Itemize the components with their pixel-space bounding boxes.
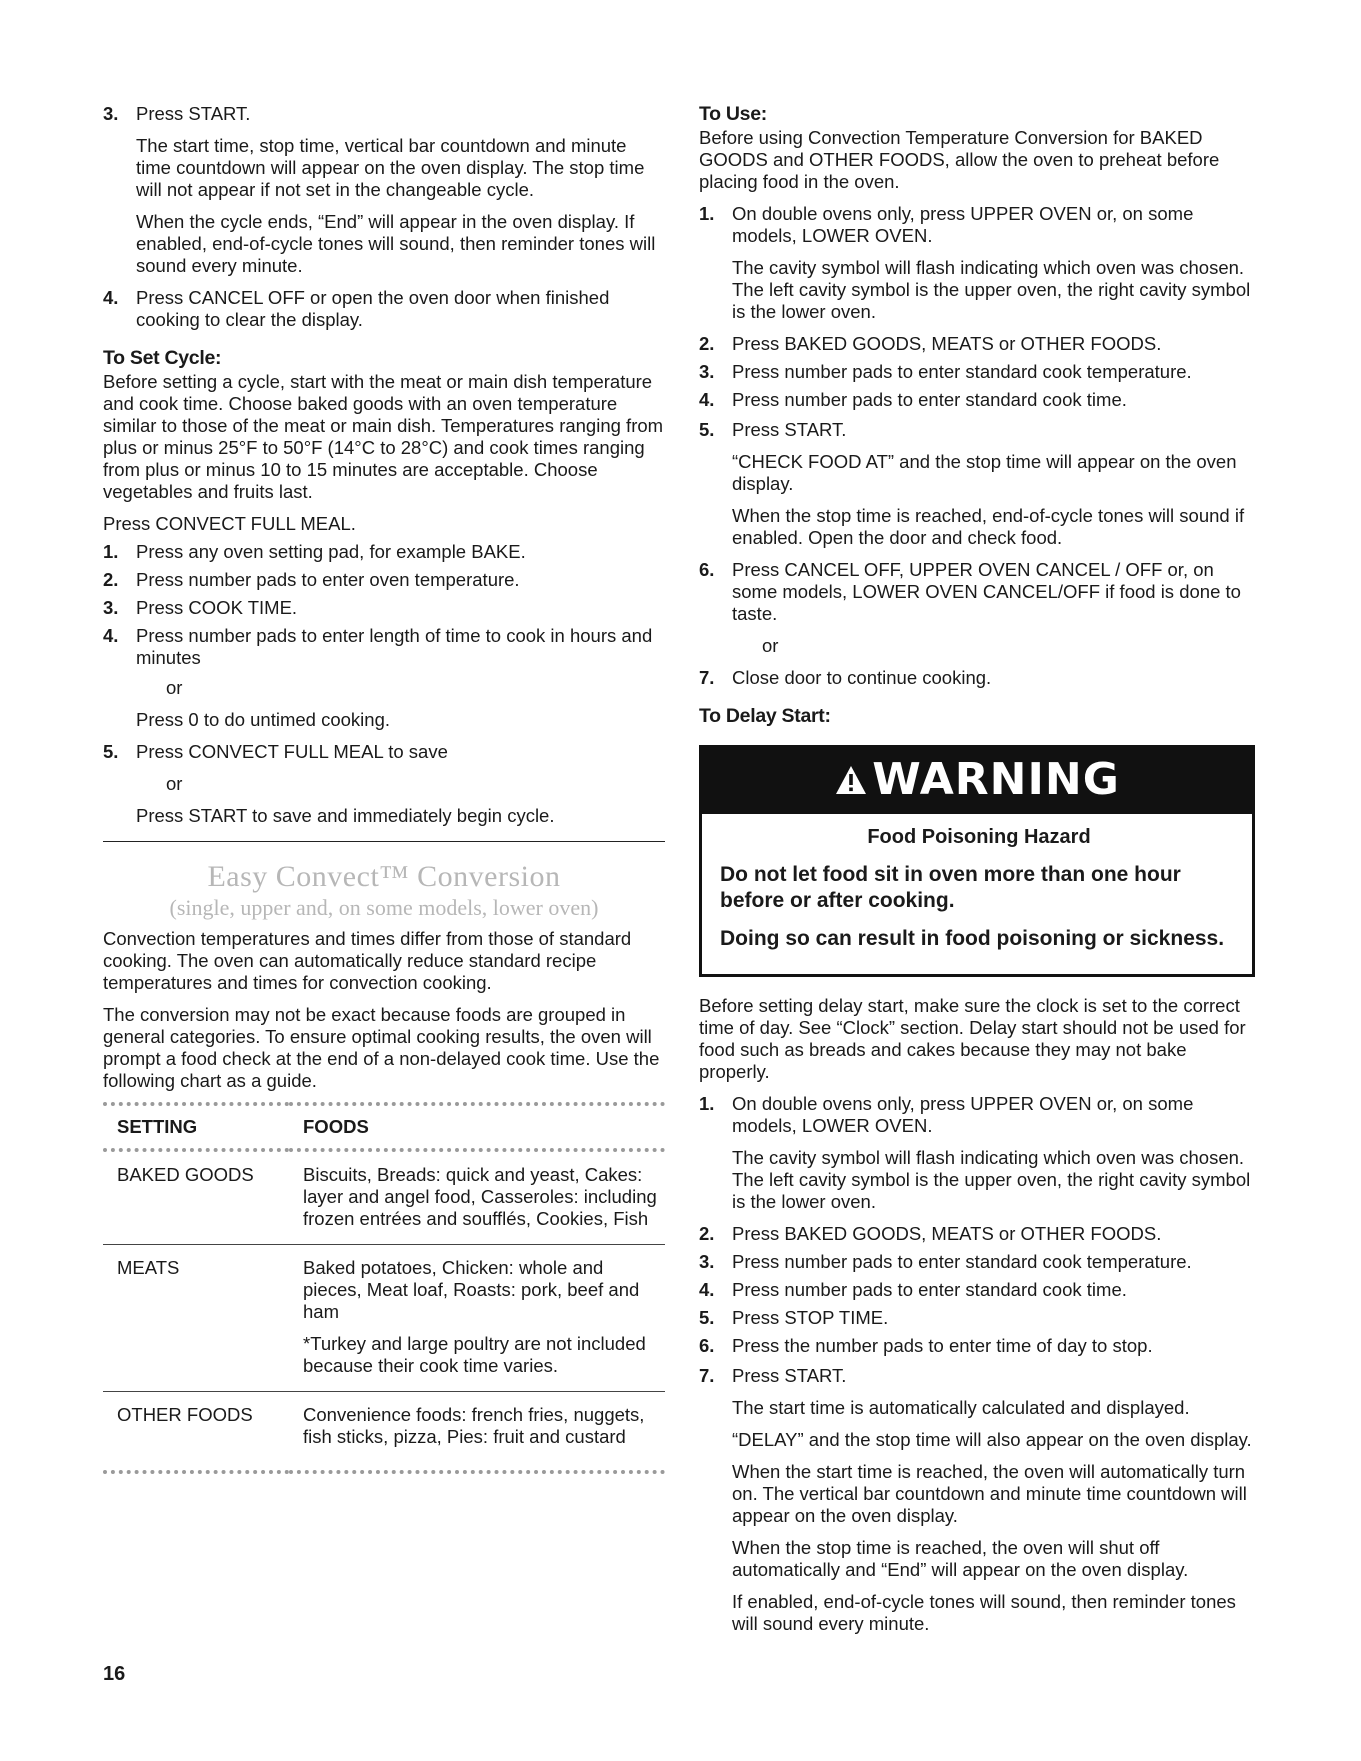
setting-cell: BAKED GOODS: [103, 1150, 289, 1245]
easy-convect-p1: Convection temperatures and times differ from those of standard cooking. The oven can automatically reduce standard recipe temperatures and times for convection cooking.: [103, 928, 632, 993]
step-number: 3.: [699, 361, 715, 382]
step-detail: When the cycle ends, “End” will appear in the oven display. If enabled, end-of-cycle tones will sound, then reminder tones will sound every minute.: [136, 211, 656, 276]
step-text: Press CANCEL OFF, UPPER OVEN CANCEL / OFF or, on some models, LOWER OVEN CANCEL/OFF if food is done to taste.: [732, 559, 1241, 624]
or-text: or: [762, 635, 779, 656]
conversion-table: [103, 1102, 665, 1474]
to-use-heading: To Use:: [699, 103, 767, 125]
list-item: [699, 667, 1255, 689]
step-detail: The start time is automatically calculated and displayed.: [732, 1397, 1190, 1418]
step-text: Press START.: [732, 1365, 847, 1386]
warning-line-1: Do not let food sit in oven more than one hour before or after cooking.: [720, 863, 1181, 912]
page-number: 16: [103, 1663, 126, 1685]
step-detail: “CHECK FOOD AT” and the stop time will appear on the oven display.: [732, 451, 1237, 494]
warning-line-2: Doing so can result in food poisoning or sickness.: [720, 927, 1225, 950]
list-item: [699, 1251, 1255, 1273]
list-item: [103, 569, 665, 591]
easy-convect-subtitle: (single, upper and, on some models, lower oven): [169, 895, 599, 920]
step-text: Press number pads to enter oven temperature.: [136, 569, 520, 590]
step-number: 3.: [103, 597, 119, 618]
step-detail: If enabled, end-of-cycle tones will sound, then reminder tones will sound every minute.: [732, 1591, 1236, 1634]
step-text: Press BAKED GOODS, MEATS or OTHER FOODS.: [732, 333, 1162, 354]
foods-cell: Convenience foods: french fries, nuggets, fish sticks, pizza, Pies: fruit and custard: [289, 1392, 665, 1473]
list-item: [103, 597, 665, 619]
list-item: [699, 203, 1255, 323]
or-text: or: [166, 677, 183, 698]
step-number: 2.: [699, 333, 715, 354]
list-item: [699, 559, 1255, 625]
delay-intro: Before setting delay start, make sure the clock is set to the correct time of day. See “Clock” section. Delay start should not be used for food such as breads and cakes because they may not bake properly.: [699, 995, 1246, 1082]
table-row: [103, 1150, 665, 1245]
step-number: 5.: [699, 1307, 715, 1328]
step-detail: When the stop time is reached, the oven will shut off automatically and “End” will appear on the oven display.: [732, 1537, 1189, 1580]
step-text: Press any oven setting pad, for example BAKE.: [136, 541, 526, 562]
list-item: [699, 1093, 1255, 1213]
step-text: Close door to continue cooking.: [732, 667, 992, 688]
set-cycle-intro: Before setting a cycle, start with the meat or main dish temperature and cook time. Choose baked goods with an oven temperature similar to those of the meat or main dish. Temperatures ranging from plus or minus 25°F to 50°F (14°C to 28°C) and cook times ranging from plus or minus 10 to 15 minutes are acceptable. Choose vegetables and fruits last.: [103, 371, 664, 502]
step-text: Press number pads to enter standard cook temperature.: [732, 361, 1192, 382]
set-cycle-heading: To Set Cycle:: [103, 347, 222, 369]
warning-header: [702, 748, 1252, 814]
list-item: [699, 1365, 1255, 1635]
foods-note: *Turkey and large poultry are not included because their cook time varies.: [303, 1333, 646, 1376]
step-text: Press number pads to enter standard cook temperature.: [732, 1251, 1192, 1272]
table-row: [103, 1245, 665, 1392]
list-item: [699, 419, 1255, 549]
list-item: [699, 1279, 1255, 1301]
step-number: 3.: [103, 103, 119, 124]
foods-text: Baked potatoes, Chicken: whole and pieces, Meat loaf, Roasts: pork, beef and ham: [303, 1257, 640, 1322]
step-text: Press the number pads to enter time of day to stop.: [732, 1335, 1153, 1356]
step-label: Press START.: [136, 103, 251, 124]
list-item: [103, 741, 665, 763]
start-save-text: Press START to save and immediately begin cycle.: [136, 805, 555, 826]
set-cycle-press: Press CONVECT FULL MEAL.: [103, 513, 356, 534]
step-text: Press number pads to enter length of time to cook in hours and minutes: [136, 625, 653, 668]
step-detail: The cavity symbol will flash indicating which oven was chosen. The left cavity symbol is the upper oven, the right cavity symbol is the lower oven.: [732, 1147, 1251, 1212]
to-use-intro: Before using Convection Temperature Conversion for BAKED GOODS and OTHER FOODS, allow the oven to preheat before placing food in the oven.: [699, 127, 1220, 192]
step-number: 6.: [699, 1335, 715, 1356]
list-item: [699, 333, 1255, 355]
warning-title: WARNING: [872, 754, 1120, 805]
list-item: [103, 625, 665, 669]
untimed-text: Press 0 to do untimed cooking.: [136, 709, 391, 730]
table-row: [103, 1392, 665, 1473]
step-number: 5.: [103, 741, 119, 762]
step-label: Press CANCEL OFF or open the oven door when finished cooking to clear the display.: [136, 287, 610, 330]
step-number: 4.: [103, 625, 119, 646]
step-number: 7.: [699, 1365, 715, 1386]
step-number: 4.: [103, 287, 119, 308]
step-text: Press CONVECT FULL MEAL to save: [136, 741, 448, 762]
step-detail: When the stop time is reached, end-of-cycle tones will sound if enabled. Open the door and check food.: [732, 505, 1245, 548]
step-number: 3.: [699, 1251, 715, 1272]
section-divider: [103, 841, 665, 842]
list-item: [699, 1223, 1255, 1245]
step-text: Press number pads to enter standard cook time.: [732, 1279, 1127, 1300]
step-text: On double ovens only, press UPPER OVEN or, on some models, LOWER OVEN.: [732, 1093, 1194, 1136]
step-4-cancel: [103, 287, 665, 331]
list-item: [103, 541, 665, 563]
table-header-row: [103, 1104, 665, 1150]
step-number: 7.: [699, 667, 715, 688]
list-item: [699, 389, 1255, 411]
foods-cell: [289, 1245, 665, 1392]
step-detail: The cavity symbol will flash indicating which oven was chosen. The left cavity symbol is the upper oven, the right cavity symbol is the lower oven.: [732, 257, 1251, 322]
step-text: Press number pads to enter standard cook time.: [732, 389, 1127, 410]
warning-hazard: Food Poisoning Hazard: [867, 826, 1091, 848]
left-column: [103, 103, 665, 1474]
setting-cell: OTHER FOODS: [103, 1392, 289, 1473]
step-text: Press COOK TIME.: [136, 597, 298, 618]
step-number: 5.: [699, 419, 715, 440]
foods-cell: Biscuits, Breads: quick and yeast, Cakes: layer and angel food, Casseroles: including frozen entrées and soufflés, Cookies, Fish: [289, 1150, 665, 1245]
setting-column-header: SETTING: [103, 1104, 289, 1150]
or-text: or: [166, 773, 183, 794]
set-cycle-steps: [103, 541, 665, 669]
easy-convect-p2: The conversion may not be exact because foods are grouped in general categories. To ensure optimal cooking results, the oven will prompt a food check at the end of a non-delayed cook time. Use the following chart as a guide.: [103, 1004, 660, 1091]
list-item: [699, 361, 1255, 383]
setting-cell: MEATS: [103, 1245, 289, 1392]
step-number: 4.: [699, 389, 715, 410]
list-item: [699, 1307, 1255, 1329]
right-column: [699, 103, 1255, 1645]
warning-body: [702, 814, 1252, 974]
step-number: 4.: [699, 1279, 715, 1300]
step-detail: The start time, stop time, vertical bar countdown and minute time countdown will appear on the oven display. The stop time will not appear if not set in the changeable cycle.: [136, 135, 645, 200]
step-3-press-start: [103, 103, 665, 277]
step-number: 1.: [103, 541, 119, 562]
delay-start-heading: To Delay Start:: [699, 705, 831, 727]
step-detail: “DELAY” and the stop time will also appear on the oven display.: [732, 1429, 1252, 1450]
step-number: 1.: [699, 1093, 715, 1114]
step-text: Press START.: [732, 419, 847, 440]
warning-triangle-icon: [834, 752, 868, 812]
step-number: 6.: [699, 559, 715, 580]
step-detail: When the start time is reached, the oven will automatically turn on. The vertical bar countdown and minute time countdown will appear on the oven display.: [732, 1461, 1247, 1526]
step-number: 2.: [103, 569, 119, 590]
to-use-steps: [699, 333, 1255, 411]
step-text: Press BAKED GOODS, MEATS or OTHER FOODS.: [732, 1223, 1162, 1244]
step-number: 1.: [699, 203, 715, 224]
step-text: Press STOP TIME.: [732, 1307, 889, 1328]
step-text: On double ovens only, press UPPER OVEN or, on some models, LOWER OVEN.: [732, 203, 1194, 246]
step-number: 2.: [699, 1223, 715, 1244]
foods-column-header: FOODS: [289, 1104, 665, 1150]
list-item: [699, 1335, 1255, 1357]
delay-steps: [699, 1223, 1255, 1357]
warning-box: [699, 745, 1255, 977]
easy-convect-title: Easy Convect™ Conversion: [207, 860, 561, 893]
